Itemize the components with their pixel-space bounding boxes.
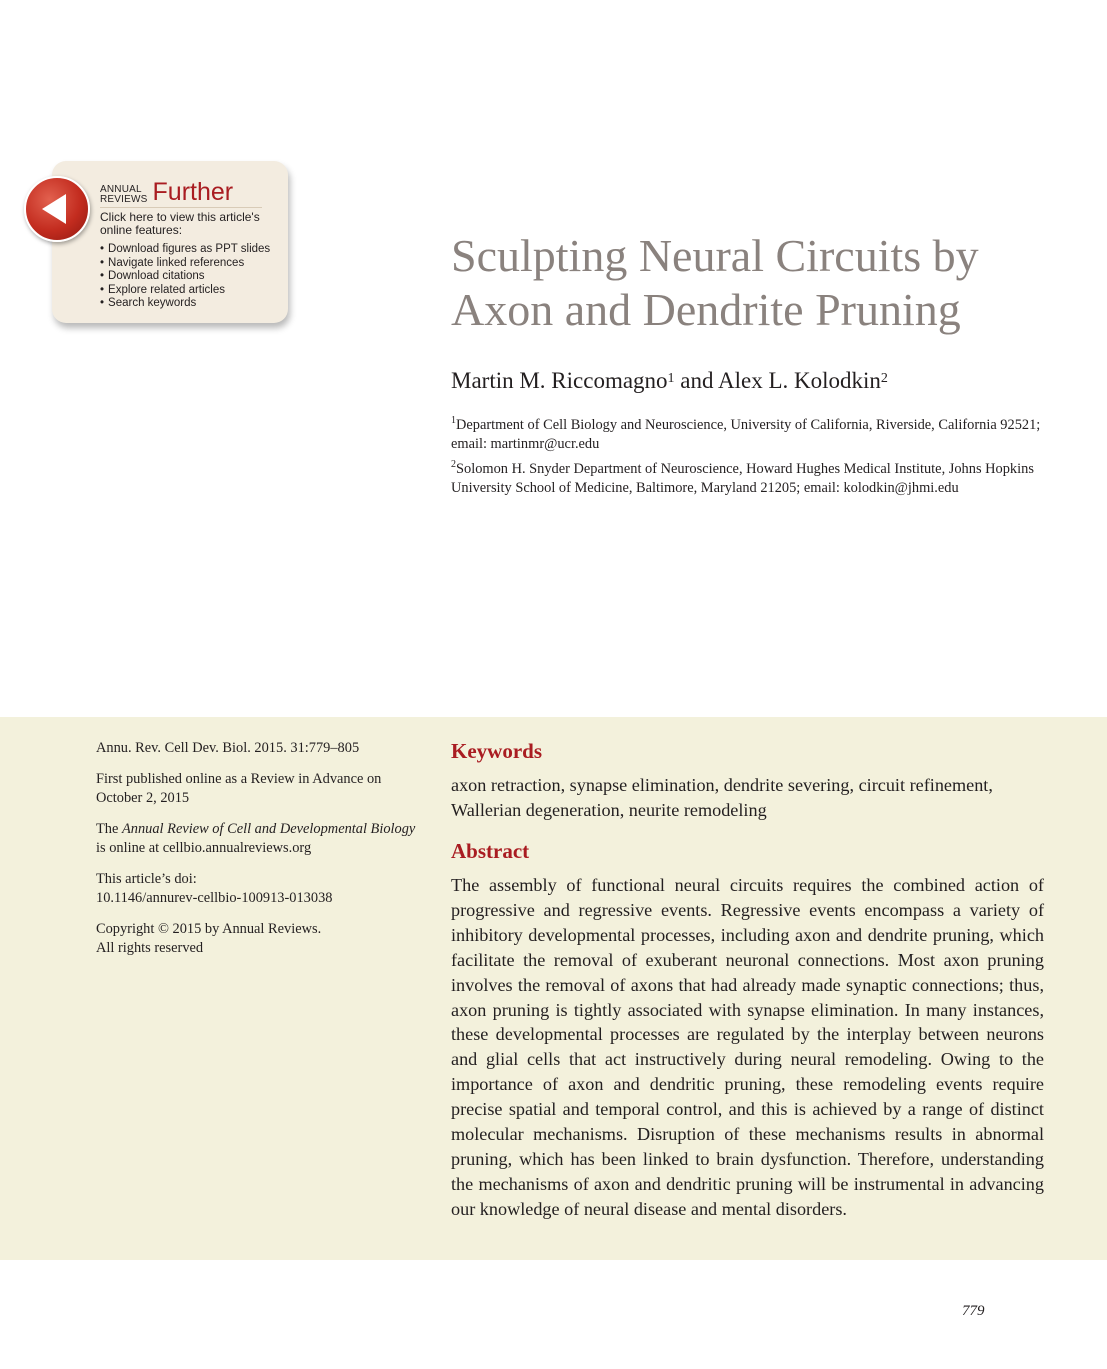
- page-number: 779: [962, 1303, 985, 1319]
- doi-link[interactable]: 10.1146/annurev-cellbio-100913-013038: [96, 890, 333, 906]
- triangle-left-icon: [26, 178, 88, 240]
- divider: [100, 207, 262, 208]
- further-panel: [100, 177, 290, 311]
- annual-reviews-logo: ANNUAL REVIEWS Further: [100, 178, 234, 206]
- list-item: • Explore related articles: [100, 284, 290, 298]
- author-list: [451, 366, 888, 396]
- main-content: [451, 737, 1044, 1222]
- doi-info: This article’s doi: 10.1146/annurev-cellbio-100913-013038: [96, 871, 333, 906]
- abstract-text: The assembly of functional neural circuits requires the combined action of progressive and regressive events. Regressive events encompass a variety of inhibitory developmental processes, including axon and dendrite pruning, which facilitate the removal of exuberant neuronal connections. Most axon pruning involves the removal of axons that had already made synaptic connections; thus, axon pruning is tightly associated with synapse elimination. In many instances, these developmental processes are regulated by the interplay between neurons and glial cells that act instructively during neural remodeling. Owing to the importance of axon and dendritic pruning, these remodeling events require precise spatial and temporal control, and this is achieved by a range of distinct molecular mechanisms. Disruption of these mechanisms results in abnormal pruning, which has been linked to brain dysfunction. Therefore, understanding the mechanisms of axon and dendritic pruning will be instrumental in advancing our knowledge of neural disease and mental disorders.: [451, 875, 1044, 1219]
- affiliation-marker: 2: [880, 371, 888, 386]
- article-metadata: [96, 739, 416, 970]
- journal-info: The Annual Review of Cell and Developmental Biology is online at cellbio.annualreviews.org: [96, 821, 416, 856]
- keywords-heading: Keywords: [451, 739, 542, 763]
- citation: Annu. Rev. Cell Dev. Biol. 2015. 31:779–805: [96, 740, 360, 756]
- list-item: • Download citations: [100, 270, 290, 284]
- affiliation-1: $^1$Department of Cell Biology and Neuroscience, University of California, Riverside, California 92521; email: martinmr@ucr.edu: [451, 415, 1041, 452]
- further-features-list: [100, 243, 290, 311]
- published-date: First published online as a Review in Advance on October 2, 2015: [96, 771, 382, 806]
- affiliation-marker: 1: [667, 371, 675, 386]
- further-intro: [100, 211, 290, 237]
- author-name: Martin M. Riccomagno: [451, 368, 668, 393]
- list-item: • Navigate linked references: [100, 257, 290, 271]
- affiliation-2: $^2$Solomon H. Snyder Department of Neuroscience, Howard Hughes Medical Institute, Johns Hopkins University School of Medicine, Baltimore, Maryland 21205; email: kolodkin@jhmi.edu: [451, 459, 1034, 496]
- keywords-text: axon retraction, synapse elimination, dendrite severing, circuit refinement, Wallerian degeneration, neurite remodeling: [451, 775, 993, 820]
- abstract-heading: Abstract: [451, 839, 530, 863]
- further-back-icon[interactable]: [24, 176, 90, 242]
- list-item: • Search keywords: [100, 297, 290, 311]
- author-name: Alex L. Kolodkin: [718, 368, 881, 393]
- article-title: Sculpting Neural Circuits by Axon and Dendrite Pruning: [451, 230, 979, 335]
- further-intro-text: to view this article's online features:: [100, 210, 260, 237]
- further-wordmark: Further: [152, 178, 234, 206]
- author-conjunction: and: [674, 368, 718, 393]
- journal-name: Annual Review of Cell and Developmental Biology: [121, 821, 416, 837]
- list-item: • Download figures as PPT slides: [100, 243, 290, 257]
- click-here-link[interactable]: Click here: [100, 210, 154, 224]
- copyright: Copyright © 2015 by Annual Reviews. All rights reserved: [96, 921, 322, 956]
